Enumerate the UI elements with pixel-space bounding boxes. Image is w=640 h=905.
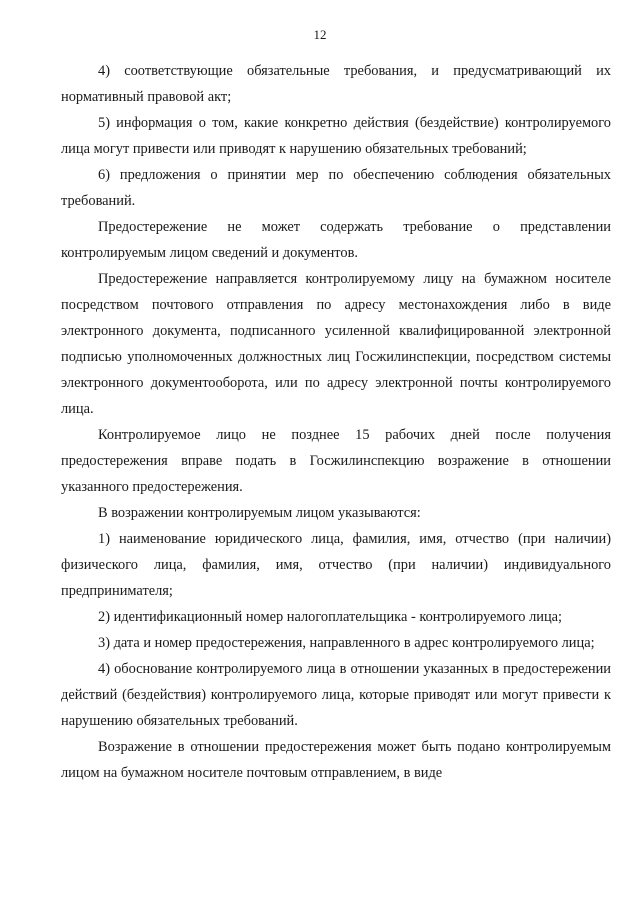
- list-item-4-justification: 4) обоснование контролируемого лица в отношении указанных в предостережении действий (бездействия) контролируемого лица, которые приводят или могут привести к нарушению обязательных требований.: [61, 661, 611, 729]
- list-item-4-requirements: 4) соответствующие обязательные требования, и предусматривающий их нормативный правовой акт;: [61, 63, 611, 105]
- list-item-2-inn: 2) идентификационный номер налогоплательщика - контролируемого лица;: [98, 609, 563, 625]
- list-item-3-date-number: 3) дата и номер предостережения, направленного в адрес контролируемого лица;: [98, 635, 595, 651]
- paragraph-warning-delivery: Предостережение направляется контролируемому лицу на бумажном носителе посредством почтового отправления по адресу местонахождения либо в виде электронного документа, подписанного усиленной квалифицированной электронной подписью уполномоченных должностных лиц Госжилинспекции, посредством системы электронного документооборота, или по адресу электронной почты контролируемого лица.: [61, 271, 611, 417]
- list-item-5-information: 5) информация о том, какие конкретно действия (бездействие) контролируемого лица могут привести или приводят к нарушению обязательных требований;: [61, 115, 611, 157]
- document-body: [61, 58, 611, 786]
- paragraph-objection-contents: В возражении контролируемым лицом указываются:: [98, 505, 421, 521]
- paragraph-objection-submission: Возражение в отношении предостережения может быть подано контролируемым лицом на бумажном носителе почтовым отправлением, в виде: [61, 739, 611, 781]
- paragraph-warning-restriction: Предостережение не может содержать требование о представлении контролируемым лицом сведений и документов.: [61, 219, 611, 261]
- list-item-6-proposals: 6) предложения о принятии мер по обеспечению соблюдения обязательных требований.: [61, 167, 611, 209]
- page-number: 12: [313, 27, 327, 42]
- list-item-1-name: 1) наименование юридического лица, фамилия, имя, отчество (при наличии) физического лица, фамилия, имя, отчество (при наличии) индивидуального предпринимателя;: [61, 531, 611, 599]
- paragraph-objection-deadline: Контролируемое лицо не позднее 15 рабочих дней после получения предостережения вправе подать в Госжилинспекцию возражение в отношении указанного предостережения.: [61, 427, 611, 495]
